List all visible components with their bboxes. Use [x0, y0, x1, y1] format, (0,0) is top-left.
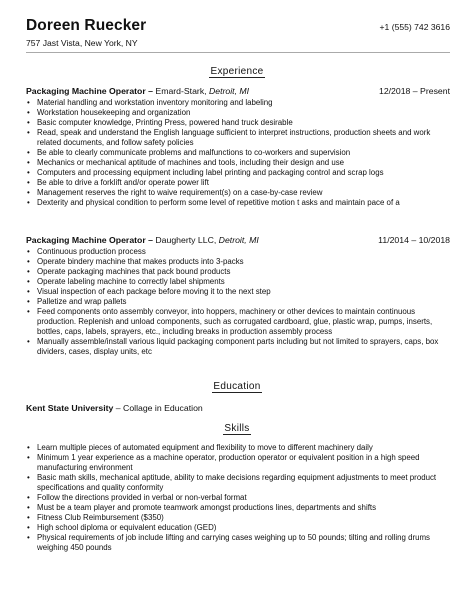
bullet-item: • Computers and processing equipment including label printing and packaging control and scrap logs	[26, 168, 442, 178]
bullet-item: • Physical requirements of job include lifting and carrying cases weighing up to 50 pounds; tilting and rolling drums weighing 450 pounds	[26, 533, 442, 553]
bullet-item: • Operate bindery machine that makes products into 3-packs	[26, 257, 442, 267]
bullet-item: • Management reserves the right to waive requirement(s) on a case-by-case review	[26, 188, 442, 198]
job-title: Packaging Machine Operator	[26, 235, 146, 245]
bullet-item: • Operate packaging machines that pack bound products	[26, 267, 442, 277]
job-company: Daugherty LLC,	[155, 235, 219, 245]
bullet-item: • Read, speak and understand the English language sufficient to interpret instructions, production sheets and work related documents, and follow safety policies	[26, 128, 442, 148]
bullet-item: • Workstation housekeeping and organization	[26, 108, 442, 118]
address: 757 Jast Vista, New York, NY	[26, 38, 138, 48]
skills-bullets	[26, 443, 442, 554]
bullet-item: • Must be a team player and promote teamwork amongst productions lines, departments and shifts	[26, 503, 442, 513]
bullet-item: • Minimum 1 year experience as a machine operator, production operator or equivalent position in a high speed manufacturing environment	[26, 453, 442, 473]
job-location: Detroit, MI	[209, 86, 250, 96]
job-separator: –	[145, 86, 156, 96]
bullet-item: • Palletize and wrap pallets	[26, 297, 442, 307]
job-separator: –	[145, 235, 156, 245]
bullet-item: • Material handling and workstation inventory monitoring and labeling	[26, 98, 442, 108]
degree-detail: – Collage in Education	[113, 403, 203, 413]
bullet-item: • Visual inspection of each package before moving it to the next step	[26, 287, 442, 297]
education-entry	[26, 403, 203, 413]
header-divider	[26, 52, 450, 53]
bullet-item: • Be able to clearly communicate problems and malfunctions to co-workers and supervision	[26, 148, 442, 158]
job-dates: 11/2014 – 10/2018	[378, 235, 450, 245]
job-header-1	[26, 86, 450, 97]
candidate-name: Doreen Ruecker	[26, 17, 147, 34]
bullet-item: • Feed components onto assembly conveyor, into hoppers, machinery or other devices to maintain continuous production. Replenish and unload components, such as corrugated cardboard, glue, plastic wrap, pumps, inserts, bottles, caps, labels, sprayers, etc., including breaks in production assembly process	[26, 307, 442, 337]
bullet-item: • Be able to drive a forklift and/or operate power lift	[26, 178, 442, 188]
bullet-item: • Fitness Club Reimbursement ($350)	[26, 513, 442, 523]
bullet-item: • Manually assemble/install various liquid packaging component parts including but not limited to sprayers, caps, box dividers, cases, display units, etc	[26, 337, 442, 357]
school-name: Kent State University	[26, 403, 114, 413]
bullet-item: • Basic math skills, mechanical aptitude, ability to make decisions regarding equipment adjustments to meet product specifications and quality conformity	[26, 473, 442, 493]
job-2-bullets	[26, 247, 442, 358]
bullet-item: • Dexterity and physical condition to perform some level of repetitive motion t asks and maintain pace of a	[26, 198, 442, 208]
bullet-item: • Mechanics or mechanical aptitude of machines and tools, including their design and use	[26, 158, 442, 168]
bullet-item: • Continuous production process	[26, 247, 442, 257]
experience-section-title: Experience	[210, 66, 264, 77]
skills-section-title: Skills	[224, 423, 250, 434]
job-location: Detroit, MI	[218, 235, 259, 245]
education-section-title: Education	[213, 381, 261, 392]
job-company: Emard-Stark,	[155, 86, 209, 96]
job-dates: 12/2018 – Present	[378, 86, 450, 96]
job-1-bullets	[26, 98, 442, 209]
bullet-item: • Learn multiple pieces of automated equipment and flexibility to move to different machinery daily	[26, 443, 442, 453]
bullet-item: • High school diploma or equivalent education (GED)	[26, 523, 442, 533]
bullet-item: • Basic computer knowledge, Printing Press, powered hand truck desirable	[26, 118, 442, 128]
bullet-item: • Follow the directions provided in verbal or non-verbal format	[26, 493, 442, 503]
job-title: Packaging Machine Operator	[26, 86, 146, 96]
bullet-item: • Operate labeling machine to correctly label shipments	[26, 277, 442, 287]
phone-number: +1 (555) 742 3616	[379, 22, 450, 32]
job-header-2	[26, 235, 450, 246]
